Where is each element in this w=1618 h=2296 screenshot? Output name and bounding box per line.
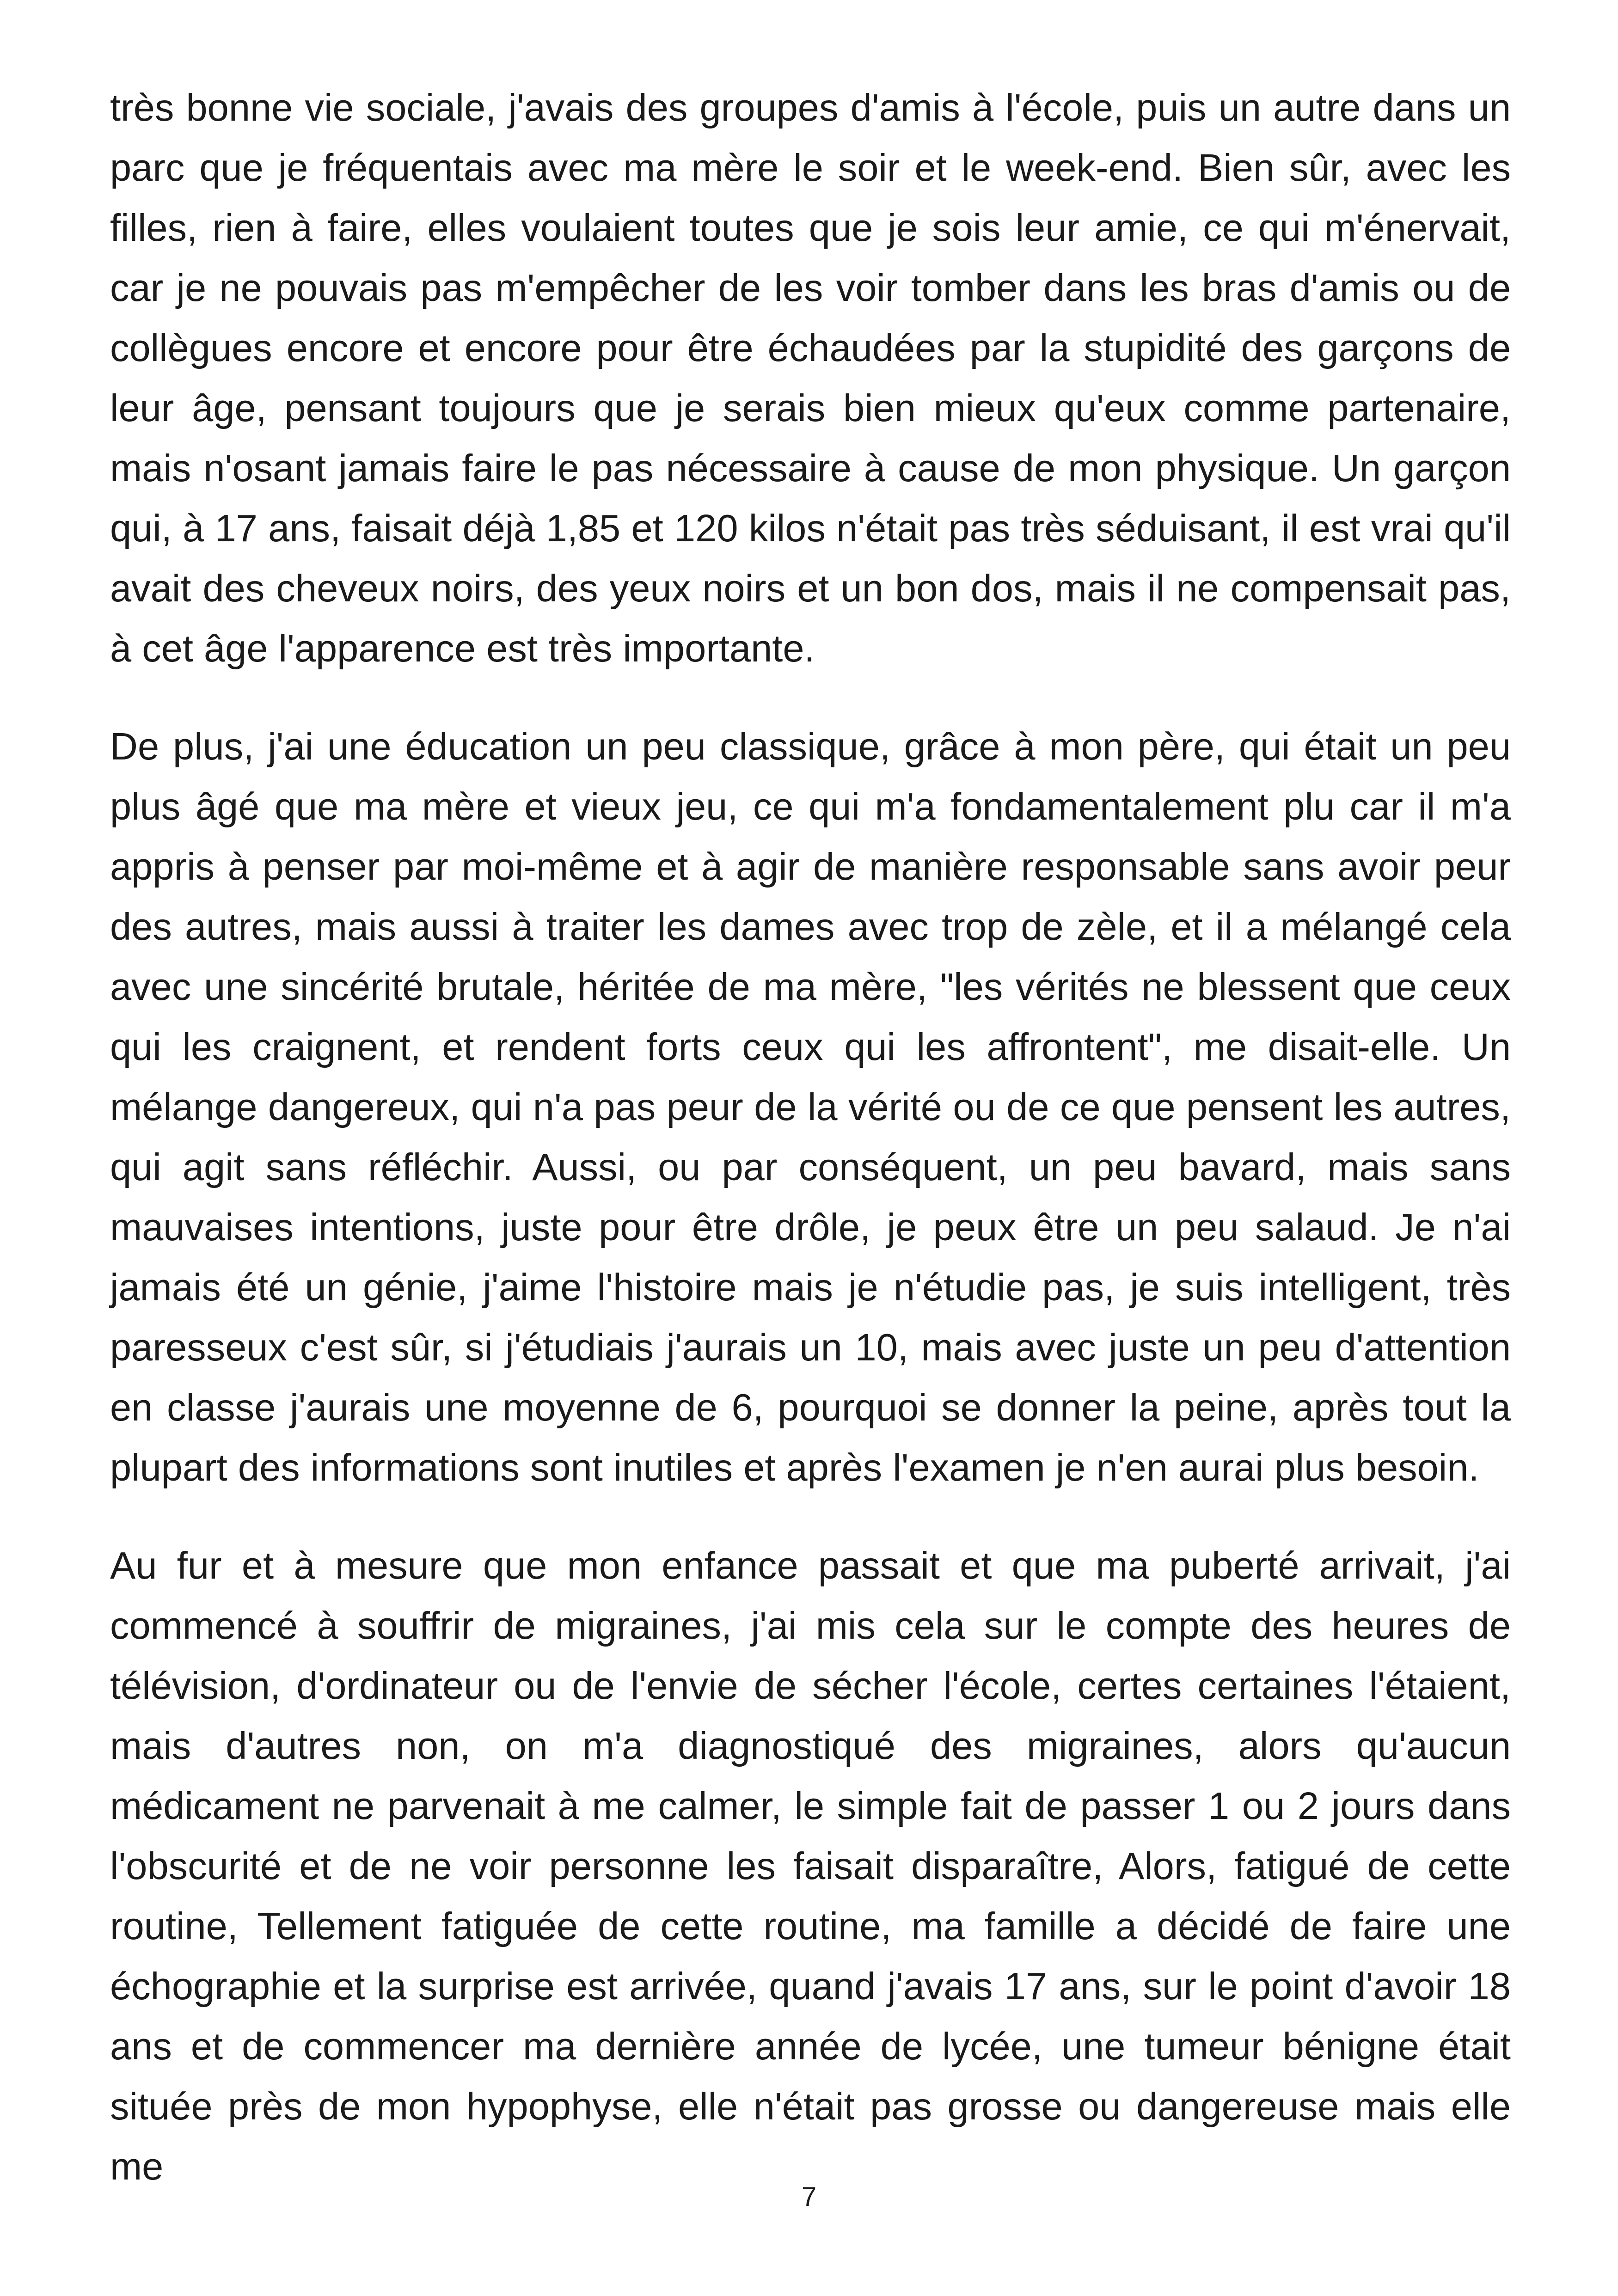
page-number: 7	[801, 2182, 817, 2212]
paragraph-2: De plus, j'ai une éducation un peu classique, grâce à mon père, qui était un peu plus âgé que ma mère et vieux jeu, ce qui m'a fondamentalement plu car il m'a appris à penser par moi-même et à agir de manière responsable sans avoir peur des autres, mais aussi à traiter les dames avec trop de zèle, et il a mélangé cela avec une sincérité brutale, héritée de ma mère, "les vérités ne blessent que ceux qui les craignent, et rendent forts ceux qui les affrontent", me disait-elle. Un mélange dangereux, qui n'a pas peur de la vérité ou de ce que pensent les autres, qui agit sans réfléchir. Aussi, ou par conséquent, un peu bavard, mais sans mauvaises intentions, juste pour être drôle, je peux être un peu salaud. Je n'ai jamais été un génie, j'aime l'histoire mais je n'étudie pas, je suis intelligent, très paresseux c'est sûr, si j'étudiais j'aurais un 10, mais avec juste un peu d'attention en classe j'aurais une moyenne de 6, pourquoi se donner la peine, après tout la plupart des informations sont inutiles et après l'examen je n'en aurai plus besoin.	[110, 725, 1511, 1489]
paragraph-1: très bonne vie sociale, j'avais des groupes d'amis à l'école, puis un autre dans un parc que je fréquentais avec ma mère le soir et le week-end. Bien sûr, avec les filles, rien à faire, elles voulaient toutes que je sois leur amie, ce qui m'énervait, car je ne pouvais pas m'empêcher de les voir tomber dans les bras d'amis ou de collègues encore et encore pour être échaudées par la stupidité des garçons de leur âge, pensant toujours que je serais bien mieux qu'eux comme partenaire, mais n'osant jamais faire le pas nécessaire à cause de mon physique. Un garçon qui, à 17 ans, faisait déjà 1,85 et 120 kilos n'était pas très séduisant, il est vrai qu'il avait des cheveux noirs, des yeux noirs et un bon dos, mais il ne compensait pas, à cet âge l'apparence est très importante.	[110, 86, 1511, 670]
body-text	[110, 78, 1511, 2235]
paragraph-3: Au fur et à mesure que mon enfance passait et que ma puberté arrivait, j'ai commencé à souffrir de migraines, j'ai mis cela sur le compte des heures de télévision, d'ordinateur ou de l'envie de sécher l'école, certes certaines l'étaient, mais d'autres non, on m'a diagnostiqué des migraines, alors qu'aucun médicament ne parvenait à me calmer, le simple fait de passer 1 ou 2 jours dans l'obscurité et de ne voir personne les faisait disparaître, Alors, fatigué de cette routine, Tellement fatiguée de cette routine, ma famille a décidé de faire une échographie et la surprise est arrivée, quand j'avais 17 ans, sur le point d'avoir 18 ans et de commencer ma dernière année de lycée, une tumeur bénigne était située près de mon hypophyse, elle n'était pas grosse ou dangereuse mais elle me	[110, 1544, 1511, 2188]
